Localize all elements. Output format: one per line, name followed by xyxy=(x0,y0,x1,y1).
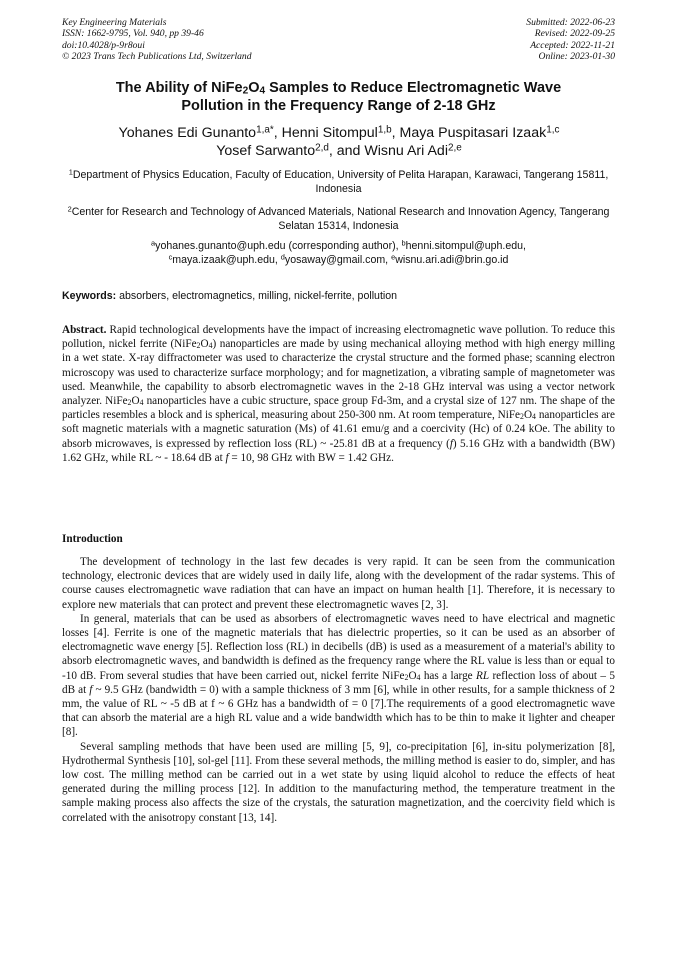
authors-line-2: Yosef Sarwanto$^{2,d}$, and Wisnu Ari Adi$^{2,e}$ xyxy=(216,142,462,159)
authors-line-1: Yohanes Edi Gunanto$^{1,a*}$, Henni Sitompul$^{1,b}$, Maya Puspitasari Izaak$^{1,c}$ xyxy=(118,124,560,141)
affiliation-2: $^2$Center for Research and Technology of Advanced Materials, National Research and Innovation Agency, Tangerang Selatan 15314, Indonesia xyxy=(67,204,610,232)
date-accepted: Accepted: 2022-11-21 xyxy=(530,39,615,51)
email-link[interactable]: maya.izaak@uph.edu, xyxy=(172,254,281,266)
abstract: Abstract. Rapid technological developments have the impact of increasing electromagnetic wave pollution. To reduce this pollution, nickel ferrite $(NiFe_2O_4)$ nanoparticles are made by using mechanical alloying method with high energy milling in a wet state. X-ray diffractometer was used to characterize the crystal structure and the formed phase; scanning electron microscopy was used to characterize surface morphology; and for magnetization, a vibrating sample of magnetometer was used. Meanwhile, the capability to absorb electromagnetic waves in the 2-18 GHz interval was using a vector network analyzer. $NiFe_2O_4$ nanoparticles have a cubic structure, space group Fd-3m, and a crystal size of 127 nm. The shape of the particles resembles a block and is spherical, measuring about 250-300 nm. At room temperature, $NiFe_2O_4$ nanoparticles are soft magnetic materials with a magnetic saturation (Ms) of 41.61 emu/g and a coercivity (Hc) of 0.24 kOe. The ability to absorb microwaves, is expressed by reflection loss (RL) ~ -25.81 dB at a frequency (f) 5.16 GHz with a bandwidth (BW) 1.62 GHz, while RL ~ - 18.64 dB at f = 10, 98 GHz with BW = 1.42 GHz. xyxy=(62,324,615,464)
date-revised: Revised: 2022-09-25 xyxy=(534,28,615,40)
paragraph: In general, materials that can be used as absorbers of electromagnetic waves need to have electrical and magnetic losses [4]. Ferrite is one of the magnetic materials that has dielectric properties, so it can be used as an absorber of electromagnetic wave energy [5]. Reflection loss (RL) in decibells (dB) is used as a measurement of a material's ability to absorb electromagnetic waves, and bandwidth is defined as the frequency range where the RL value is less than or equal to -10 dB. From several studies that have been carried out, nickel ferrite $NiFe_2O_4$ has a large RL reflection loss of about – 5 dB at f ~ 9.5 GHz (bandwidth = 0) with a sample thickness of 3 mm [6], while in other results, for a sample thickness of 2 mm, the value of RL ~ -5 dB at f ~ 6 GHz has a bandwidth of = 0 [7].The requirements of a good electromagnetic wave that can absorb the material are a high RL value and a wide bandwidth which has to be thin to make it lighter and cheaper [8]. xyxy=(62,612,615,739)
author-name: , and Wisnu Ari Adi xyxy=(328,143,448,159)
paragraph: The development of technology in the last few decades is very rapid. It can be seen from the communication technology, electronic devices that are widely used in daily life, along with the development of the radar systems. This of course causes electromagnetic wave radiation that can have an impact on human health [1]. Therefore, it is necessary to explore new materials that can protect and prevent these electromagnetic waves [2, 3]. xyxy=(62,556,615,611)
keywords xyxy=(62,289,615,303)
journal-issn: ISSN: 1662-9795, Vol. 940, pp 39-46 xyxy=(62,28,204,40)
author-list xyxy=(52,124,626,160)
email-link[interactable]: yosaway@gmail.com, xyxy=(284,254,392,266)
author-name: Yosef Sarwanto xyxy=(216,143,316,159)
email-link[interactable]: yohanes.gunanto@uph.edu (corresponding author), xyxy=(155,240,402,252)
keywords-text: absorbers, electromagnetics, milling, nickel-ferrite, pollution xyxy=(116,290,398,302)
title-line-2: Pollution in the Frequency Range of 2-18 GHz xyxy=(181,98,496,114)
publication-dates xyxy=(526,17,615,62)
section-title-introduction: Introduction xyxy=(62,533,123,545)
email-link[interactable]: wisnu.ari.adi@brin.go.id xyxy=(395,254,509,266)
abstract-label: Abstract. xyxy=(62,324,107,336)
date-submitted: Submitted: 2022-06-23 xyxy=(526,17,615,28)
keywords-label: Keywords: xyxy=(62,290,117,302)
affiliation-1: $^1$Department of Physics Education, Faculty of Education, University of Pelita Harapan, Karawaci, Tangerang 15811, Indonesia xyxy=(68,167,609,195)
email-link[interactable]: henni.sitompul@uph.edu, xyxy=(405,240,526,252)
journal-copyright: © 2023 Trans Tech Publications Ltd, Switzerland xyxy=(62,50,252,62)
paragraph: Several sampling methods that have been used are milling [5, 9], co-precipitation [6], in-situ polymerization [8], Hydrothermal Synthesis [10], sol-gel [11]. From these several methods, the milling method is easier to do, simpler, and has low cost. The milling method can be carried out in a wet state by using liquid alcohol to reduce the effects of heat generated during the milling process [12]. In addition to the manufacturing method, the temperature treatment in the sample making process also affects the size of the crystals, the saturation magnetization, and the coercivity field which is correlated with the anisotropy constant [13, 14]. xyxy=(62,740,615,824)
author-name: , Maya Puspitasari Izaak xyxy=(391,125,547,141)
journal-header xyxy=(62,17,615,63)
journal-info xyxy=(62,17,252,62)
date-online: Online: 2023-01-30 xyxy=(538,50,615,62)
emails-line-1: $^a$yohanes.gunanto@uph.edu (corresponding author), $^b$henni.sitompul@uph.edu, xyxy=(151,238,526,252)
author-name: , Henni Sitompul xyxy=(273,125,378,141)
emails-line-2: $^c$maya.izaak@uph.edu, $^d$yosaway@gmail.com, $^e$wisnu.ari.adi@brin.go.id xyxy=(168,252,509,266)
journal-doi: doi:10.4028/p-9r8oui xyxy=(62,39,145,51)
author-emails xyxy=(62,239,615,267)
introduction-body xyxy=(62,555,615,825)
journal-name: Key Engineering Materials xyxy=(62,17,167,28)
title-line-1: The Ability of $NiFe_2O_4$ Samples to Reduce Electromagnetic Wave xyxy=(115,80,562,97)
paper-title xyxy=(62,79,615,115)
author-name: Yohanes Edi Gunanto xyxy=(118,125,257,141)
